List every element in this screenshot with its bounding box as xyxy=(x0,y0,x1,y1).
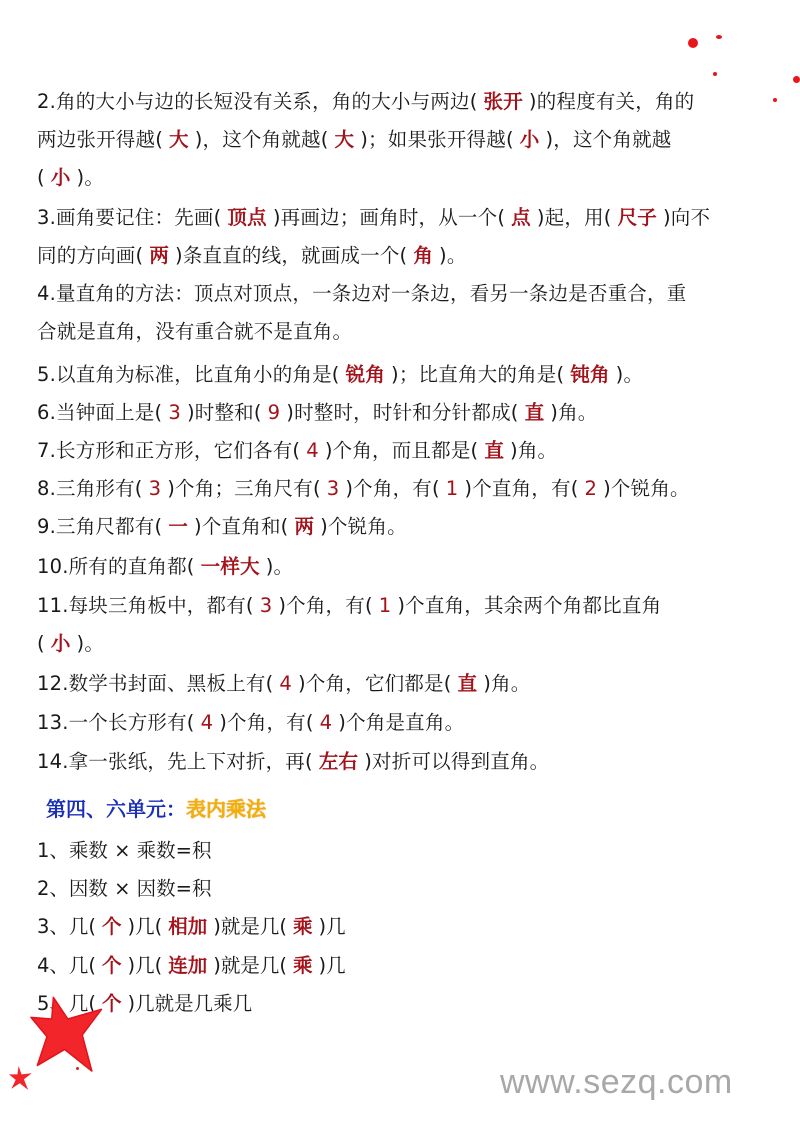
item-8-line xyxy=(37,476,690,502)
heading-prefix: 第四、六单元： xyxy=(46,797,186,821)
static-text: 10.所有的直角都( xyxy=(37,555,195,578)
answer-number: 4 xyxy=(306,439,319,462)
static-text: )个角，而且都是( xyxy=(324,439,479,462)
static-text: 1、乘数 × 乘数=积 xyxy=(37,839,212,862)
heading-title: 表内乘法 xyxy=(186,797,266,821)
answer-text: 张开 xyxy=(483,90,523,113)
static-text: )几 xyxy=(318,954,346,977)
static-text: 3.画角要记住：先画( xyxy=(37,206,222,229)
static-text: 13.一个长方形有( xyxy=(37,711,195,734)
static-text: )个角，有( xyxy=(345,477,440,500)
static-text: 同的方向画( xyxy=(37,244,144,267)
static-text: )几( xyxy=(127,915,163,938)
answer-text: 角 xyxy=(413,244,434,267)
answer-text: 乘 xyxy=(292,954,313,977)
item-6-line xyxy=(37,400,598,426)
item-7-line xyxy=(37,438,557,464)
answer-text: 顶点 xyxy=(227,206,267,229)
static-text: )时整和( xyxy=(186,401,262,424)
static-text: 3、几( xyxy=(37,915,97,938)
answer-text: 钝角 xyxy=(570,363,610,386)
item-11-line xyxy=(37,631,104,657)
static-text: )，这个角就越( xyxy=(194,128,329,151)
static-text: )几就是几乘几 xyxy=(127,992,253,1015)
watermark: www.sezq.com xyxy=(500,1063,733,1101)
answer-number: 3 xyxy=(259,594,273,617)
answer-text: 两 xyxy=(149,244,170,267)
static-text: )角。 xyxy=(550,401,598,424)
static-text: 5、几( xyxy=(37,992,97,1015)
static-text: )对折可以得到直角。 xyxy=(364,750,550,773)
small-star-icon xyxy=(9,1065,33,1091)
answer-number: 3 xyxy=(326,477,340,500)
answer-text: 尺子 xyxy=(617,206,657,229)
answer-text: 直 xyxy=(484,439,505,462)
item-2-line xyxy=(37,165,104,191)
static-text: )就是几( xyxy=(213,915,287,938)
static-text: )。 xyxy=(439,244,467,267)
item-2-line xyxy=(37,89,694,115)
static-text: )个直角，有( xyxy=(464,477,579,500)
static-text: 2.角的大小与边的长短没有关系，角的大小与两边( xyxy=(37,90,478,113)
item-12-line xyxy=(37,671,530,697)
static-text: 5.以直角为标准，比直角小的角是( xyxy=(37,363,340,386)
answer-number: 4 xyxy=(319,711,333,734)
static-text: )。 xyxy=(265,555,294,578)
item-2-line xyxy=(37,127,671,153)
static-text: )角。 xyxy=(483,672,531,695)
answer-number: 1 xyxy=(378,594,392,617)
decorative-dot xyxy=(688,38,698,48)
answer-number: 4 xyxy=(200,711,214,734)
static-text: )个角；三角尺有( xyxy=(167,477,321,500)
answer-number: 4 xyxy=(279,672,293,695)
answer-number: 2 xyxy=(584,477,598,500)
formula-line xyxy=(37,876,211,902)
item-3-line xyxy=(37,205,710,231)
static-text: )个角，有( xyxy=(219,711,314,734)
static-text: )时整时，时针和分针都成( xyxy=(286,401,519,424)
answer-text: 左右 xyxy=(318,750,359,773)
decorative-dot xyxy=(713,72,717,76)
static-text: ( xyxy=(37,166,45,189)
static-text: ( xyxy=(37,632,45,655)
static-text: 11.每块三角板中，都有( xyxy=(37,594,254,617)
item-9-line xyxy=(37,514,407,540)
static-text: )个角，它们都是( xyxy=(298,672,452,695)
answer-text: 小 xyxy=(50,166,71,189)
answer-text: 点 xyxy=(511,206,531,229)
static-text: 两边张开得越( xyxy=(37,128,164,151)
static-text: )个直角和( xyxy=(194,515,289,538)
static-text: 9.三角尺都有( xyxy=(37,515,163,538)
item-14-line xyxy=(37,749,549,775)
decorative-dot xyxy=(773,98,777,102)
static-text: )；如果张开得越( xyxy=(360,128,514,151)
static-text: 4.量直角的方法：顶点对顶点，一条边对一条边，看另一条边是否重合，重 xyxy=(37,282,687,305)
answer-text: 大 xyxy=(334,128,355,151)
answer-text: 直 xyxy=(457,672,478,695)
formula-line xyxy=(37,914,346,940)
static-text: )条直直的线，就画成一个( xyxy=(175,244,408,267)
static-text: )；比直角大的角是( xyxy=(391,363,565,386)
static-text: )。 xyxy=(76,166,105,189)
answer-text: 一 xyxy=(168,515,189,538)
item-5-line xyxy=(37,362,643,388)
answer-text: 直 xyxy=(524,401,545,424)
static-text: )个锐角。 xyxy=(603,477,690,500)
answer-text: 小 xyxy=(50,632,71,655)
static-text: 12.数学书封面、黑板上有( xyxy=(37,672,274,695)
decorative-dot xyxy=(716,35,722,39)
decorative-dot xyxy=(76,1067,79,1070)
item-10-line xyxy=(37,554,293,580)
static-text: 6.当钟面上是( xyxy=(37,401,163,424)
static-text: )个角是直角。 xyxy=(338,711,465,734)
formula-line xyxy=(37,953,346,979)
static-text: )，这个角就越 xyxy=(545,128,672,151)
static-text: )。 xyxy=(615,363,644,386)
static-text: )向不 xyxy=(662,206,711,229)
section-heading xyxy=(46,795,266,823)
static-text: )角。 xyxy=(510,439,558,462)
formula-line xyxy=(37,838,211,864)
item-4-line xyxy=(37,281,686,307)
static-text: 7.长方形和正方形，它们各有( xyxy=(37,439,301,462)
answer-text: 小 xyxy=(519,128,540,151)
static-text: 14.拿一张纸，先上下对折，再( xyxy=(37,750,313,773)
answer-number: 3 xyxy=(168,401,181,424)
static-text: )的程度有关，角的 xyxy=(528,90,695,113)
answer-text: 两 xyxy=(294,515,315,538)
static-text: 4、几( xyxy=(37,954,97,977)
static-text: )就是几( xyxy=(213,954,287,977)
static-text: 8.三角形有( xyxy=(37,477,143,500)
answer-number: 9 xyxy=(267,401,281,424)
static-text: 2、因数 × 因数=积 xyxy=(37,877,212,900)
item-3-line xyxy=(37,243,467,269)
answer-text: 个 xyxy=(102,954,122,977)
decorative-dot xyxy=(793,76,800,83)
answer-text: 乘 xyxy=(292,915,313,938)
big-star-icon xyxy=(30,995,112,1075)
static-text: )几( xyxy=(127,954,163,977)
static-text: )再画边；画角时，从一个( xyxy=(272,206,506,229)
answer-text: 个 xyxy=(102,915,122,938)
answer-text: 连加 xyxy=(168,954,208,977)
answer-number: 1 xyxy=(445,477,459,500)
answer-text: 锐角 xyxy=(345,363,386,386)
item-11-line xyxy=(37,593,661,619)
answer-text: 相加 xyxy=(168,915,208,938)
answer-number: 3 xyxy=(148,477,162,500)
static-text: 合就是直角，没有重合就不是直角。 xyxy=(37,320,353,343)
answer-text: 一样大 xyxy=(200,555,260,578)
static-text: )几 xyxy=(318,915,346,938)
answer-text: 大 xyxy=(169,128,189,151)
static-text: )起，用( xyxy=(536,206,612,229)
item-4-line xyxy=(37,319,352,345)
answer-text: 个 xyxy=(102,992,122,1015)
static-text: )个角，有( xyxy=(278,594,373,617)
static-text: )。 xyxy=(76,632,105,655)
item-13-line xyxy=(37,710,464,736)
static-text: )个直角，其余两个角都比直角 xyxy=(397,594,662,617)
static-text: )个锐角。 xyxy=(320,515,407,538)
